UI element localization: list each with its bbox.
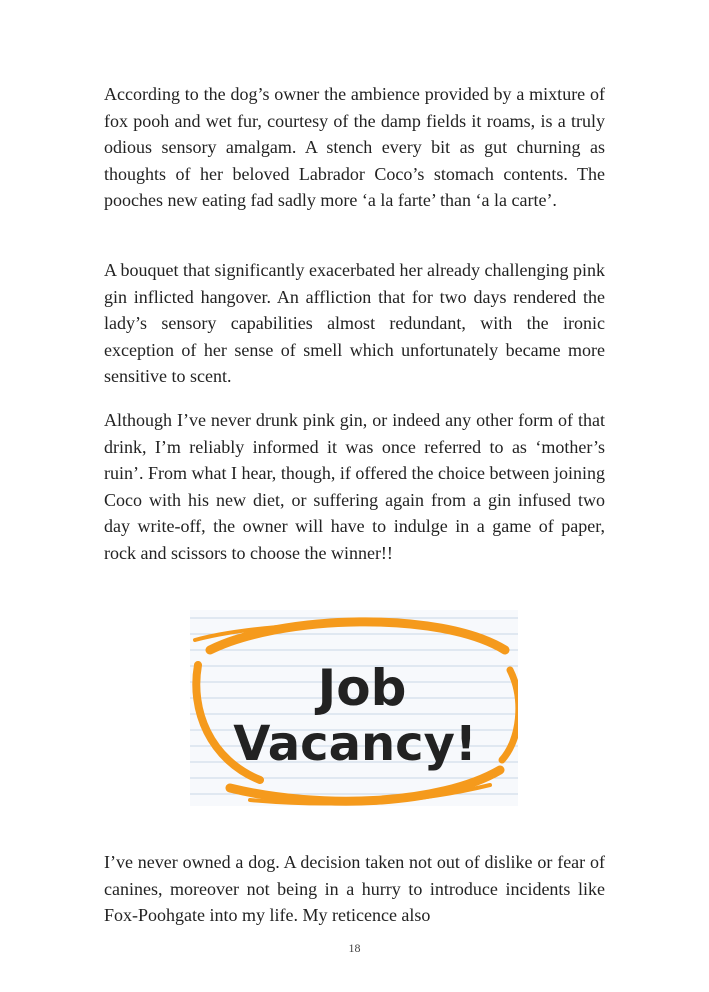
paragraph-2: A bouquet that significantly exacerbated her already challenging pink gin inflicted hangover. An affliction that for two days rendered the lady’s sensory capabilities almost redundant, with the ironic exception of her sense of smell which unfortunately became more sensitive to scent. (104, 260, 605, 387)
image-text-job: Job (317, 659, 407, 717)
image-text-vacancy: Vacancy! (233, 716, 477, 772)
paragraph-3: Although I’ve never drunk pink gin, or indeed any other form of that drink, I’m reliably informed it was once referred to as ‘mother’s ruin’. From what I hear, though, if offered the choice between joining Coco with his new diet, or suffering again from a gin infused two day write-off, the owner will have to indulge in a game of paper, rock and scissors to choose the winner!! (104, 410, 605, 563)
job-vacancy-image (190, 610, 518, 806)
paragraph-1: According to the dog’s owner the ambience provided by a mixture of fox pooh and wet fur, courtesy of the damp fields it roams, is a truly odious sensory amalgam. A stench every bit as gut churning as thoughts of her beloved Labrador Coco’s stomach contents. The pooches new eating fad sadly more ‘a la farte’ than ‘a la carte’. (104, 84, 605, 211)
paragraph-4: I’ve never owned a dog. A decision taken not out of dislike or fear of canines, moreover not being in a hurry to introduce incidents like Fox-Poohgate into my life. My reticence also (104, 852, 605, 926)
page-number: 18 (348, 941, 361, 955)
